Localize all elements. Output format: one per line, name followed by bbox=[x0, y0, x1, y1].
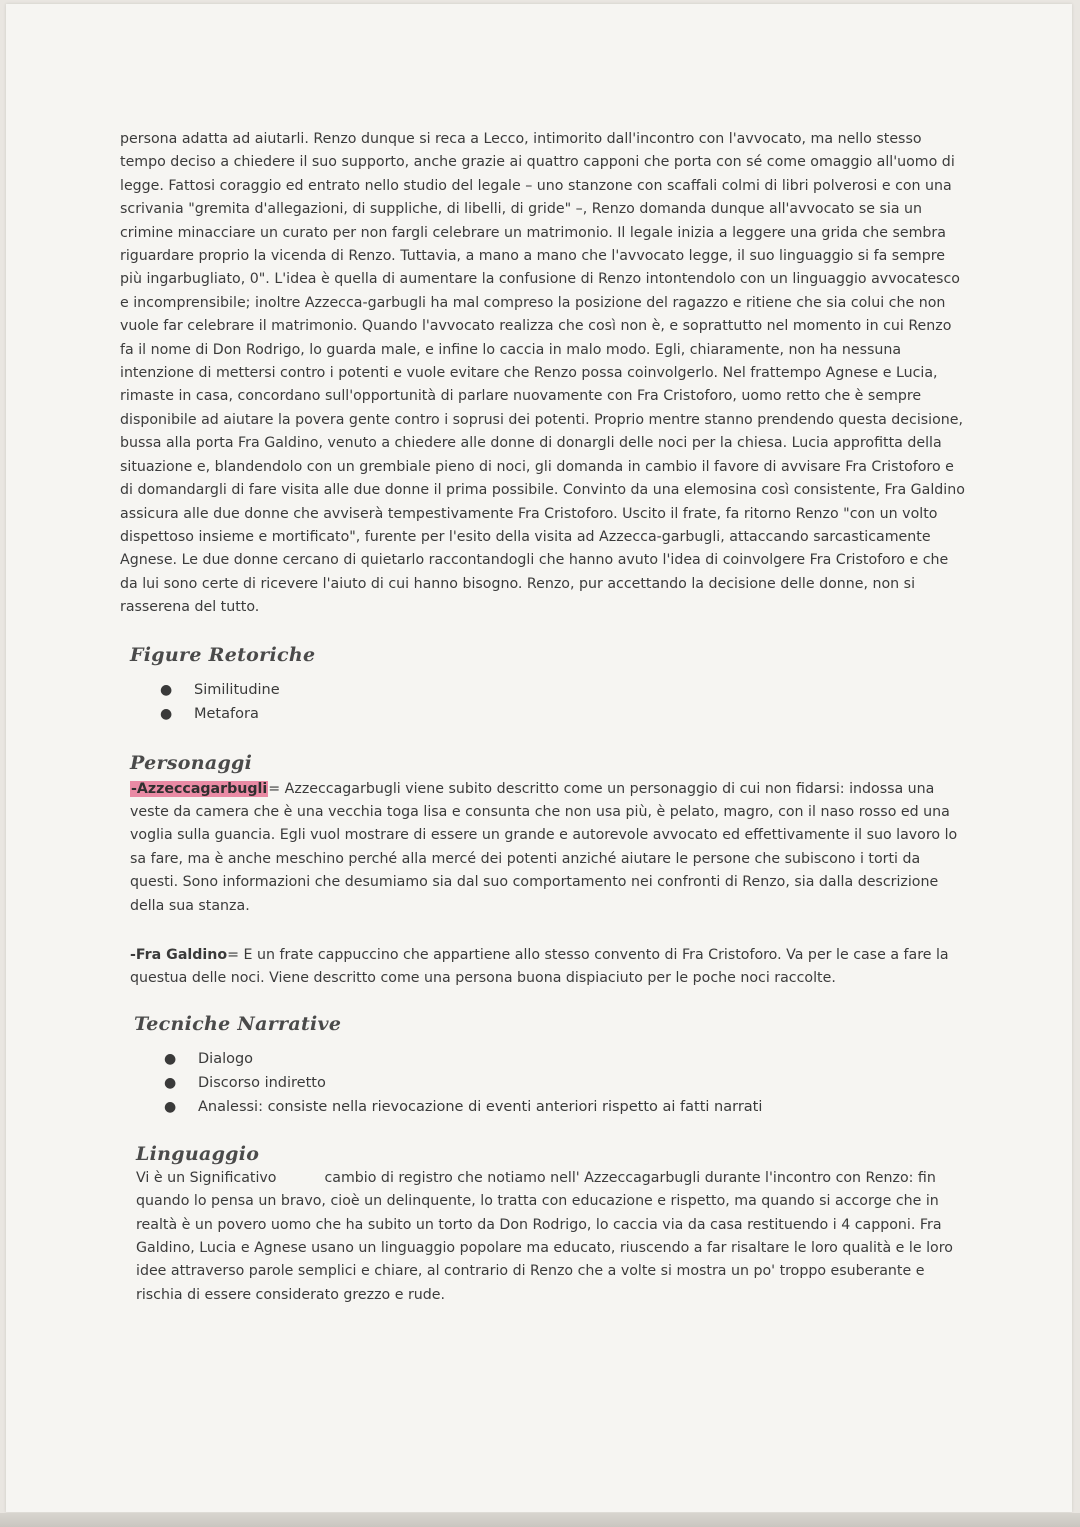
list-item: ● Metafora bbox=[160, 702, 966, 726]
figure-retoriche-list bbox=[120, 678, 966, 726]
document-page bbox=[6, 4, 1072, 1512]
summary-paragraph: persona adatta ad aiutarli. Renzo dunque si reca a Lecco, intimorito dall'incontro con l'avvocato, ma nello stesso tempo deciso a chiedere il suo supporto, anche grazie ai quattro capponi che porta con sé come omaggio all'uomo di legge. Fattosi coraggio ed entrato nello studio del legale – uno stanzone con scaffali colmi di libri polverosi e con una scrivania "gremita d'allegazioni, di suppliche, di libelli, di gride" –, Renzo domanda dunque all'avvocato se sia un crimine minacciare un curato per non fargli celebrare un matrimonio. Il legale inizia a leggere una grida che sembra riguardare proprio la vicenda di Renzo. Tuttavia, a mano a mano che l'avvocato legge, il suo linguaggio si fa sempre più ingarbugliato, 0". L'idea è quella di aumentare la confusione di Renzo intontendolo con un linguaggio avvocatesco e incomprensibile; inoltre Azzecca-garbugli ha mal compreso la posizione del ragazzo e ritiene che sia colui che non vuole far celebrare il matrimonio. Quando l'avvocato realizza che così non è, e soprattutto nel momento in cui Renzo fa il nome di Don Rodrigo, lo guarda male, e infine lo caccia in malo modo. Egli, chiaramente, non ha nessuna intenzione di mettersi contro i potenti e vuole evitare che Renzo possa coinvolgerlo. Nel frattempo Agnese e Lucia, rimaste in casa, concordano sull'opportunità di parlare nuovamente con Fra Cristoforo, uomo retto che è sempre disponibile ad aiutare la povera gente contro i soprusi dei potenti. Proprio mentre stanno prendendo questa decisione, bussa alla porta Fra Galdino, venuto a chiedere alle donne di donargli delle noci per la chiesa. Lucia approfitta della situazione e, blandendolo con un grembiale pieno di noci, gli domanda in cambio il favore di avvisare Fra Cristoforo e di domandargli di fare visita alle due donne il prima possibile. Convinto da una elemosina così consistente, Fra Galdino assicura alle due donne che avviserà tempestivamente Fra Cristoforo. Uscito il frate, fa ritorno Renzo "con un volto dispettoso insieme e mortificato", furente per l'esito della visita ad Azzecca-garbugli, attaccando sarcasticamente Agnese. Le due donne cercano di quietarlo raccontandogli che hanno avuto l'idea di coinvolgere Fra Cristoforo e che da lui sono certe di ricevere l'aiuto di cui hanno bisogno. Renzo, pur accettando la decisione delle donne, non si rasserena del tutto. bbox=[120, 131, 965, 616]
bullet-icon: ● bbox=[164, 1050, 177, 1067]
heading-tecniche-narrative: Tecniche Narrative bbox=[134, 1012, 342, 1035]
character-name: -Azzeccagarbugli bbox=[131, 780, 268, 797]
heading-figure-retoriche: Figure Retoriche bbox=[130, 643, 316, 666]
character-fra-galdino bbox=[130, 944, 966, 991]
bullet-icon: ● bbox=[160, 681, 173, 698]
bullet-icon: ● bbox=[164, 1074, 177, 1091]
bullet-icon: ● bbox=[160, 705, 173, 722]
list-item: ● Similitudine bbox=[160, 678, 966, 702]
list-item: ● Discorso indiretto bbox=[164, 1071, 966, 1095]
character-description: = Azzeccagarbugli viene subito descritto come un personaggio di cui non fidarsi: indossa una veste da camera che è una vecchia toga lisa e consunta che non usa più, è pelato, magro, con il naso rosso ed una voglia sulla guancia. Egli vuol mostrare di essere un grande e autorevole avvocato ed effettivamente il suo lavoro lo sa fare, ma è anche meschino perché alla mercé dei potenti anziché aiutare le persone che subiscono i torti da questi. Sono informazioni che desumiamo sia dal suo comportamento nei confronti di Renzo, sia dalla descrizione della sua stanza. bbox=[130, 780, 958, 914]
page-edge bbox=[0, 1513, 1080, 1527]
page-content bbox=[120, 128, 966, 1307]
character-description: = E un frate cappuccino che appartiene allo stesso convento di Fra Cristoforo. Va per le case a fare la questua delle noci. Viene descritto come una persona buona dispiaciuto per le poche noci raccolte. bbox=[130, 946, 949, 987]
linguaggio-paragraph: Vi è un Significativo cambio di registro che notiamo nell' Azzeccagarbugli durante l'incontro con Renzo: fin quando lo pensa un bravo, cioè un delinquente, lo tratta con educazione e rispetto, ma quando si accorge che in realtà è un povero uomo che ha subito un torto da Don Rodrigo, lo caccia via da casa restituendo i 4 capponi. Fra Galdino, Lucia e Agnese usano un linguaggio popolare ma educato, riuscendo a far risaltare le loro qualità e le loro idee attraverso parole semplici e chiare, al contrario di Renzo che a volte si mostra un po' troppo esuberante e rischia di essere considerato grezzo e rude. bbox=[136, 1169, 953, 1303]
heading-linguaggio: Linguaggio bbox=[136, 1142, 260, 1165]
character-azzeccagarbugli bbox=[130, 778, 966, 918]
tecniche-narrative-list bbox=[120, 1047, 966, 1119]
character-name: -Fra Galdino bbox=[130, 946, 228, 963]
bullet-icon: ● bbox=[164, 1098, 177, 1115]
heading-personaggi: Personaggi bbox=[130, 751, 253, 774]
list-item: ● Dialogo bbox=[164, 1047, 966, 1071]
list-item: ● Analessi: consiste nella rievocazione di eventi anteriori rispetto ai fatti narrati bbox=[164, 1095, 966, 1119]
